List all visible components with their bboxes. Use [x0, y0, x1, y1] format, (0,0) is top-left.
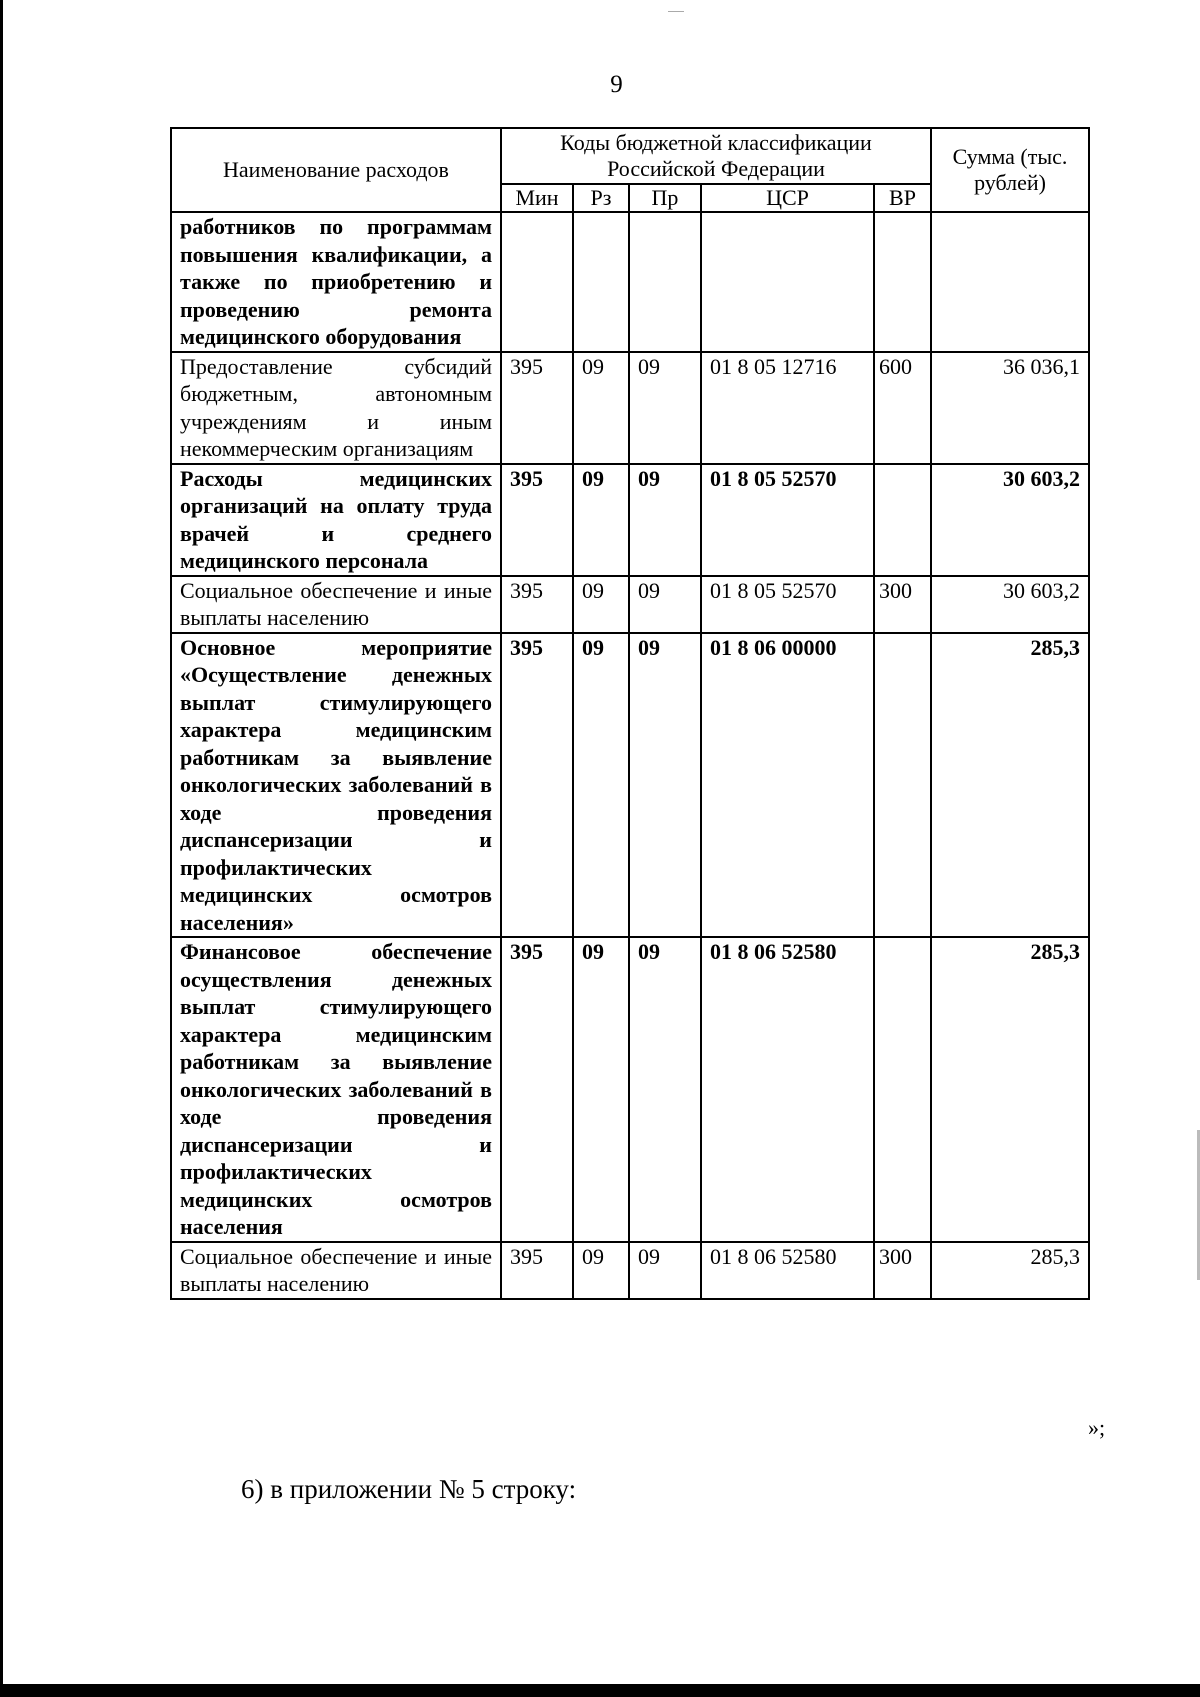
row-name: работников по программам повышения квалификации, а также по приобретению и проведению ремонта медицинского оборудования — [171, 212, 501, 352]
header-min: Мин — [501, 184, 573, 212]
table-row — [171, 464, 1089, 576]
row-name: Социальное обеспечение и иные выплаты населению — [171, 576, 501, 633]
row-name: Финансовое обеспечение осуществления денежных выплат стимулирующего характера медицинским работникам за выявление онкологических заболеваний в ходе проведения диспансеризации и профилактических медицинских осмотров населения — [171, 937, 501, 1242]
table-row — [171, 212, 1089, 352]
scan-top-mark — [668, 11, 684, 12]
row-sum: 30 603,2 — [931, 464, 1089, 576]
row-vr — [874, 937, 931, 1242]
page-number: 9 — [610, 71, 623, 98]
header-name: Наименование расходов — [171, 128, 501, 212]
row-csr: 01 8 06 00000 — [701, 633, 874, 938]
row-rz: 09 — [573, 352, 629, 464]
table-row — [171, 633, 1089, 938]
header-sum: Сумма (тыс. рублей) — [931, 128, 1089, 212]
row-csr: 01 8 05 52570 — [701, 576, 874, 633]
scan-bottom-edge — [0, 1684, 1200, 1697]
table-row — [171, 352, 1089, 464]
header-csr: ЦСР — [701, 184, 874, 212]
row-rz — [573, 212, 629, 352]
table-row — [171, 1242, 1089, 1299]
row-min: 395 — [501, 937, 573, 1242]
row-vr — [874, 633, 931, 938]
row-vr: 600 — [874, 352, 931, 464]
row-min: 395 — [501, 352, 573, 464]
closing-quote: »; — [1088, 1415, 1106, 1440]
row-vr — [874, 212, 931, 352]
row-name: Социальное обеспечение и иные выплаты населению — [171, 1242, 501, 1299]
row-pr: 09 — [629, 1242, 701, 1299]
row-csr: 01 8 06 52580 — [701, 937, 874, 1242]
row-sum: 30 603,2 — [931, 576, 1089, 633]
row-min — [501, 212, 573, 352]
row-pr: 09 — [629, 464, 701, 576]
row-csr: 01 8 05 52570 — [701, 464, 874, 576]
row-csr: 01 8 06 52580 — [701, 1242, 874, 1299]
row-name: Основное мероприятие «Осуществление денежных выплат стимулирующего характера медицинским работникам за выявление онкологических заболеваний в ходе проведения диспансеризации и профилактических медицинских осмотров населения» — [171, 633, 501, 938]
row-rz: 09 — [573, 1242, 629, 1299]
header-vr: ВР — [874, 184, 931, 212]
row-sum: 285,3 — [931, 937, 1089, 1242]
scan-left-edge — [0, 0, 3, 1697]
budget-table — [170, 127, 1090, 1300]
row-vr: 300 — [874, 1242, 931, 1299]
row-pr: 09 — [629, 576, 701, 633]
row-sum: 285,3 — [931, 1242, 1089, 1299]
row-sum: 285,3 — [931, 633, 1089, 938]
row-pr — [629, 212, 701, 352]
header-rz: Рз — [573, 184, 629, 212]
row-min: 395 — [501, 633, 573, 938]
row-min: 395 — [501, 576, 573, 633]
header-codes-group: Коды бюджетной классификации Российской Федерации — [501, 128, 931, 184]
row-vr: 300 — [874, 576, 931, 633]
next-item-text: 6) в приложении № 5 строку: — [241, 1474, 577, 1504]
row-rz: 09 — [573, 464, 629, 576]
row-min: 395 — [501, 464, 573, 576]
row-csr: 01 8 05 12716 — [701, 352, 874, 464]
table-row — [171, 576, 1089, 633]
row-name: Предоставление субсидий бюджетным, автономным учреждениям и иным некоммерческим организациям — [171, 352, 501, 464]
table-body — [171, 212, 1089, 1299]
row-name: Расходы медицинских организаций на оплату труда врачей и среднего медицинского персонала — [171, 464, 501, 576]
row-rz: 09 — [573, 633, 629, 938]
row-min: 395 — [501, 1242, 573, 1299]
row-sum: 36 036,1 — [931, 352, 1089, 464]
row-csr — [701, 212, 874, 352]
row-rz: 09 — [573, 937, 629, 1242]
table-row — [171, 937, 1089, 1242]
row-pr: 09 — [629, 352, 701, 464]
row-pr: 09 — [629, 633, 701, 938]
row-vr — [874, 464, 931, 576]
header-pr: Пр — [629, 184, 701, 212]
row-pr: 09 — [629, 937, 701, 1242]
row-sum — [931, 212, 1089, 352]
row-rz: 09 — [573, 576, 629, 633]
